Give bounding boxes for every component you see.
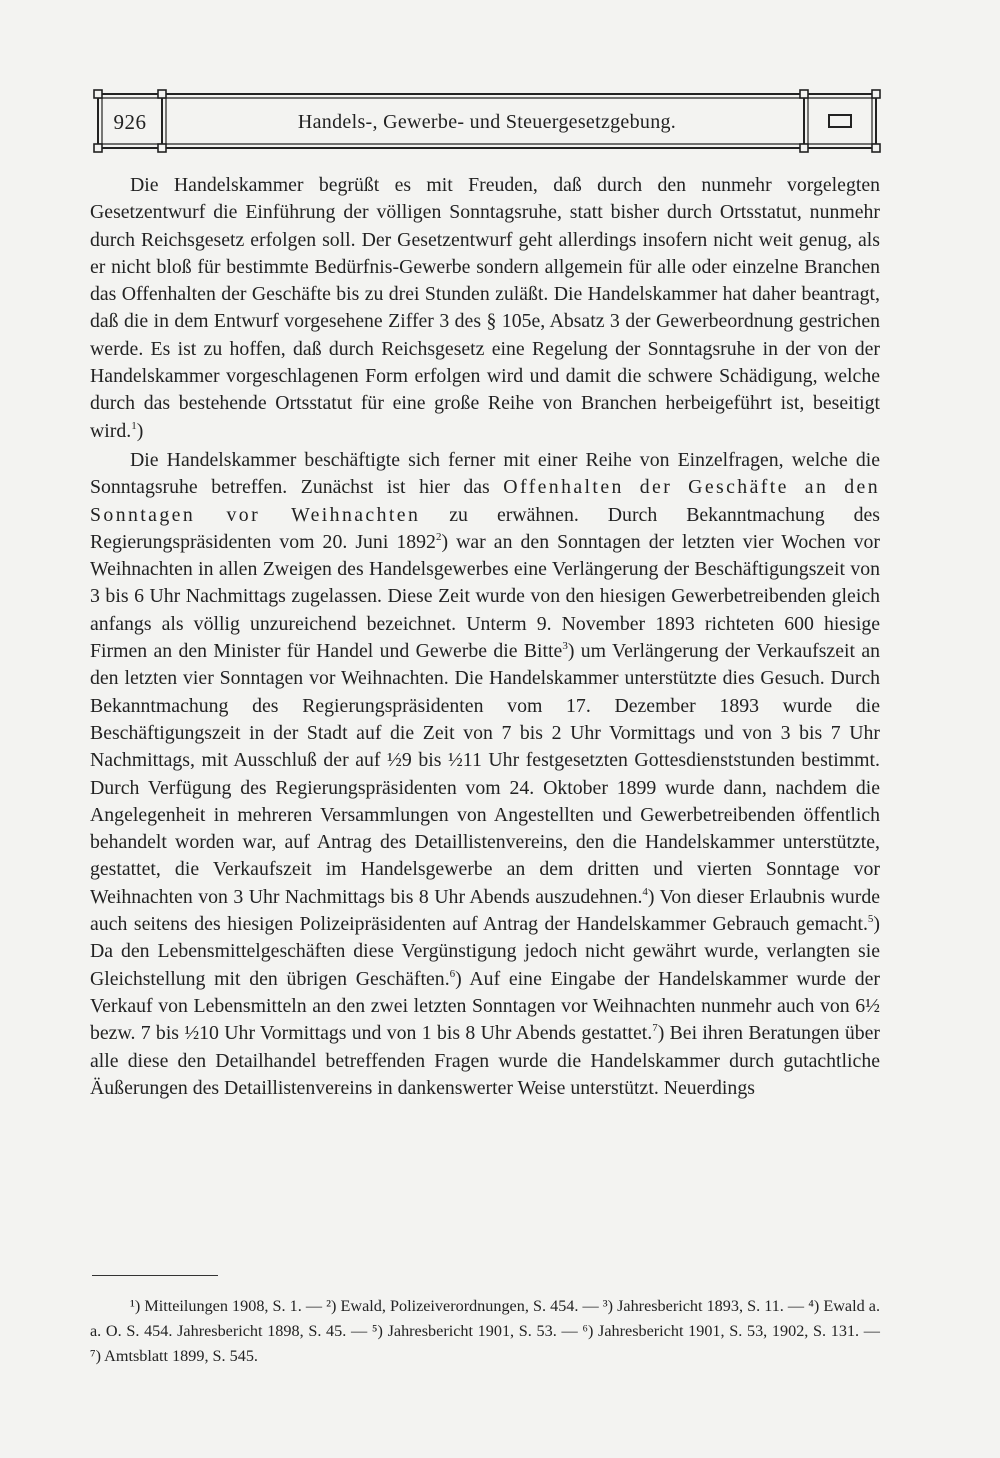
emphasis-spaced: Offenhalten der Geschäfte an den Sonntagen vor Weihnachten	[90, 476, 880, 526]
footnote-ref-2: 2	[435, 530, 442, 543]
paragraph-1-text: Die Handelskammer begrüßt es mit Freuden, daß durch den nunmehr vorgelegten Gesetzentwurf die Einführung der völligen Sonntagsruhe, statt bisher durch Ortsstatut, nunmehr durch Reichsgesetz erfolgen soll. Der Gesetzentwurf geht allerdings insofern nicht weit genug, als er nicht bloß für bestimmte Bedürfnis-Gewerbe sondern allgemein für alle oder einzelne Branchen das Offenhalten der Geschäfte bis zu drei Stunden zuläßt. Die Handelskammer hat daher beantragt, daß die in dem Entwurf vorgesehene Ziffer 3 des § 105e, Absatz 3 der Gewerbeordnung gestrichen werde. Es ist zu hoffen, daß durch Reichsgesetz eine Regelung der Sonntagsruhe in der von der Handelskammer vorgeschlagenen Form erfolgen wird und damit die schwere Schädigung, welche durch das bestehende Ortsstatut für eine große Reihe von Branchen herbeigeführt ist, beseitigt wird.	[90, 174, 880, 442]
paragraph-2-text-e: Von dieser Erlaubnis wurde auch seitens des hiesigen Polizeipräsidenten auf Antrag der Handelskammer Gebrauch gemacht.	[90, 885, 880, 936]
paragraph-1: Die Handelskammer begrüßt es mit Freuden, daß durch den nunmehr vorgelegten Gesetzentwurf die Einführung der völligen Sonntagsruhe, statt bisher durch Ortsstatut, nunmehr durch Reichsgesetz erfolgen soll. Der Gesetzentwurf geht allerdings insofern nicht weit genug, als er nicht bloß für bestimmte Bedürfnis-Gewerbe sondern allgemein für alle oder einzelne Branchen das Offenhalten der Geschäfte bis zu drei Stunden zuläßt. Die Handelskammer hat daher beantragt, daß die in dem Entwurf vorgesehene Ziffer 3 des § 105e, Absatz 3 der Gewerbeordnung gestrichen werde. Es ist zu hoffen, daß durch Reichsgesetz eine Regelung der Sonntagsruhe in der von der Handelskammer vorgeschlagenen Form erfolgen wird und damit die schwere Schädigung, welche durch das bestehende Ortsstatut für eine große Reihe von Branchen herbeigeführt ist, beseitigt wird.$^1$)	[90, 174, 880, 442]
footnote-ref-4: 4	[642, 885, 648, 898]
footnotes-text: ¹) Mitteilungen 1908, S. 1. — ²) Ewald, Polizeiverordnungen, S. 454. — ³) Jahresbericht 1893, S. 11. — ⁴) Ewald a. a. O. S. 454. Jahresbericht 1898, S. 45. — ⁵) Jahresbericht 1901, S. 53. — ⁶) Jahresbericht 1901, S. 53, 1902, S. 131. — ⁷) Amtsblatt 1899, S. 545.	[90, 1297, 880, 1365]
footnote-ref-7: 7	[652, 1022, 658, 1035]
paragraph-2-text-f: Da den Lebensmittelgeschäften diese Vergünstigung jedoch nicht gewährt wurde, verlangten sie Gleichstellung mit den übrigen Geschäften.	[90, 940, 880, 990]
paragraph-2-text-d: um Verlängerung der Verkaufszeit an den letzten vier Sonntagen vor Weihnachten. Die Handelskammer unterstützte dies Gesuch. Durch Bekanntmachung des Regierungspräsidenten vom 17. Dezember 1893 wurde die Beschäftigungszeit in der Stadt auf die Zeit von 7 bis 2 Uhr Vormittags und von 3 bis 7 Uhr Nachmittags, mit Ausschluß der auf ½9 bis ½11 Uhr festgesetzten Gottesdienststunden bestimmt. Durch Verfügung des Regierungspräsidenten vom 24. Oktober 1899 wurde dann, nachdem die Angelegenheit in mehreren Versammlungen von Angestellten und Gewerbetreibenden öffentlich behandelt worden war, auf Antrag des Detaillistenvereins, den die Handelskammer unterstützte, gestattet, die Verkaufszeit im Handelsgewerbe an dem dritten und vierten Sonntage vor Weihnachten von 3 Uhr Nachmittags bis 8 Uhr Abends auszudehnen.	[90, 640, 880, 908]
paragraph-2-text-g: Auf eine Eingabe der Handelskammer wurde der Verkauf von Lebensmitteln an den zwei letzten Sonntagen vor Weihnachten nunmehr auch von 6½ bezw. 7 bis ½10 Uhr Vormittags und von 1 bis 8 Uhr Abends gestattet.	[90, 967, 880, 1045]
rectangle-ornament-icon	[828, 114, 852, 128]
footnote-ref-5: 5	[867, 913, 874, 926]
footnotes	[90, 1294, 880, 1369]
paragraph-2-text-c: war an den Sonntagen der letzten vier Wochen vor Weihnachten in allen Zweigen des Handelsgewerbes eine Verlängerung der Beschäftigungszeit von 3 bis 6 Uhr Nachmittags zugelassen. Diese Zeit wurde von den hiesigen Gewerbetreibenden gleich anfangs als völlig unzureichend bezeichnet. Unterm 9. November 1893 richteten 600 hiesige Firmen an den Minister für Handel und Gewerbe die Bitte	[90, 530, 880, 663]
paragraph-2-text-a: Die Handelskammer beschäftigte sich ferner mit einer Reihe von Einzelfragen, welche die Sonntagsruhe betreffen. Zunächst ist hier das	[90, 448, 880, 499]
footnote-divider	[92, 1275, 218, 1276]
paragraph-2-text-b: zu erwähnen. Durch Bekanntmachung des Regierungspräsidenten vom 20. Juni 1892	[90, 503, 880, 553]
footnote-ref-1: 1	[131, 419, 137, 432]
page-header	[92, 88, 882, 154]
footnote-ref-3: 3	[562, 640, 568, 653]
running-head: Handels-, Gewerbe- und Steuergesetzgebung.	[297, 111, 677, 133]
paragraph-2-text-h: Bei ihren Beratungen über alle diese den Detailhandel betreffenden Fragen wurde die Handelskammer durch gutachtliche Äußerungen des Detaillistenvereins in dankenswerter Weise unterstützt. Neuerdings	[90, 1022, 881, 1099]
footnote-ref-6: 6	[449, 967, 456, 980]
paragraph-2: Die Handelskammer beschäftigte sich ferner mit einer Reihe von Einzelfragen, welche die Sonntagsruhe betreffen. Zunächst ist hier das Offenhalten der Geschäfte an den Sonntagen vor Weihnachten zu erwähnen. Durch Bekanntmachung des Regierungspräsidenten vom 20. Juni 1892$^2$) war an den Sonntagen der letzten vier Wochen vor Weihnachten in allen Zweigen des Handelsgewerbes eine Verlängerung der Beschäftigungszeit von 3 bis 6 Uhr Nachmittags zugelassen. Diese Zeit wurde von den hiesigen Gewerbetreibenden gleich anfangs als völlig unzureichend bezeichnet. Unterm 9. November 1893 richteten 600 hiesige Firmen an den Minister für Handel und Gewerbe die Bitte$^3$) um Verlängerung der Verkaufszeit an den letzten vier Sonntagen vor Weihnachten. Die Handelskammer unterstützte dies Gesuch. Durch Bekanntmachung des Regierungspräsidenten vom 17. Dezember 1893 wurde die Beschäftigungszeit in der Stadt auf die Zeit von 7 bis 2 Uhr Vormittags und von 3 bis 7 Uhr Nachmittags, mit Ausschluß der auf ½9 bis ½11 Uhr festgesetzten Gottesdienststunden bestimmt. Durch Verfügung des Regierungspräsidenten vom 24. Oktober 1899 wurde dann, nachdem die Angelegenheit in mehreren Versammlungen von Angestellten und Gewerbetreibenden öffentlich behandelt worden war, auf Antrag des Detaillistenvereins, den die Handelskammer unterstützte, gestattet, die Verkaufszeit im Handelsgewerbe an dem dritten und vierten Sonntage vor Weihnachten von 3 Uhr Nachmittags bis 8 Uhr Abends auszudehnen.$^4$) Von dieser Erlaubnis wurde auch seitens des hiesigen Polizeipräsidenten auf Antrag der Handelskammer Gebrauch gemacht.$^5$) Da den Lebensmittelgeschäften diese Vergünstigung jedoch nicht gewährt wurde, verlangten sie Gleichstellung mit den übrigen Geschäften.$^6$) Auf eine Eingabe der Handelskammer wurde der Verkauf von Lebensmitteln an den zwei letzten Sonntagen vor Weihnachten nunmehr auch von 6½ bezw. 7 bis ½10 Uhr Vormittags und von 1 bis 8 Uhr Abends gestattet.$^7$) Bei ihren Beratungen über alle diese den Detailhandel betreffenden Fragen wurde die Handelskammer durch gutachtliche Äußerungen des Detaillistenvereins in dankenswerter Weise unterstützt. Neuerdings	[90, 448, 881, 1099]
page-number: 926	[113, 110, 147, 134]
body-text	[90, 172, 880, 1102]
